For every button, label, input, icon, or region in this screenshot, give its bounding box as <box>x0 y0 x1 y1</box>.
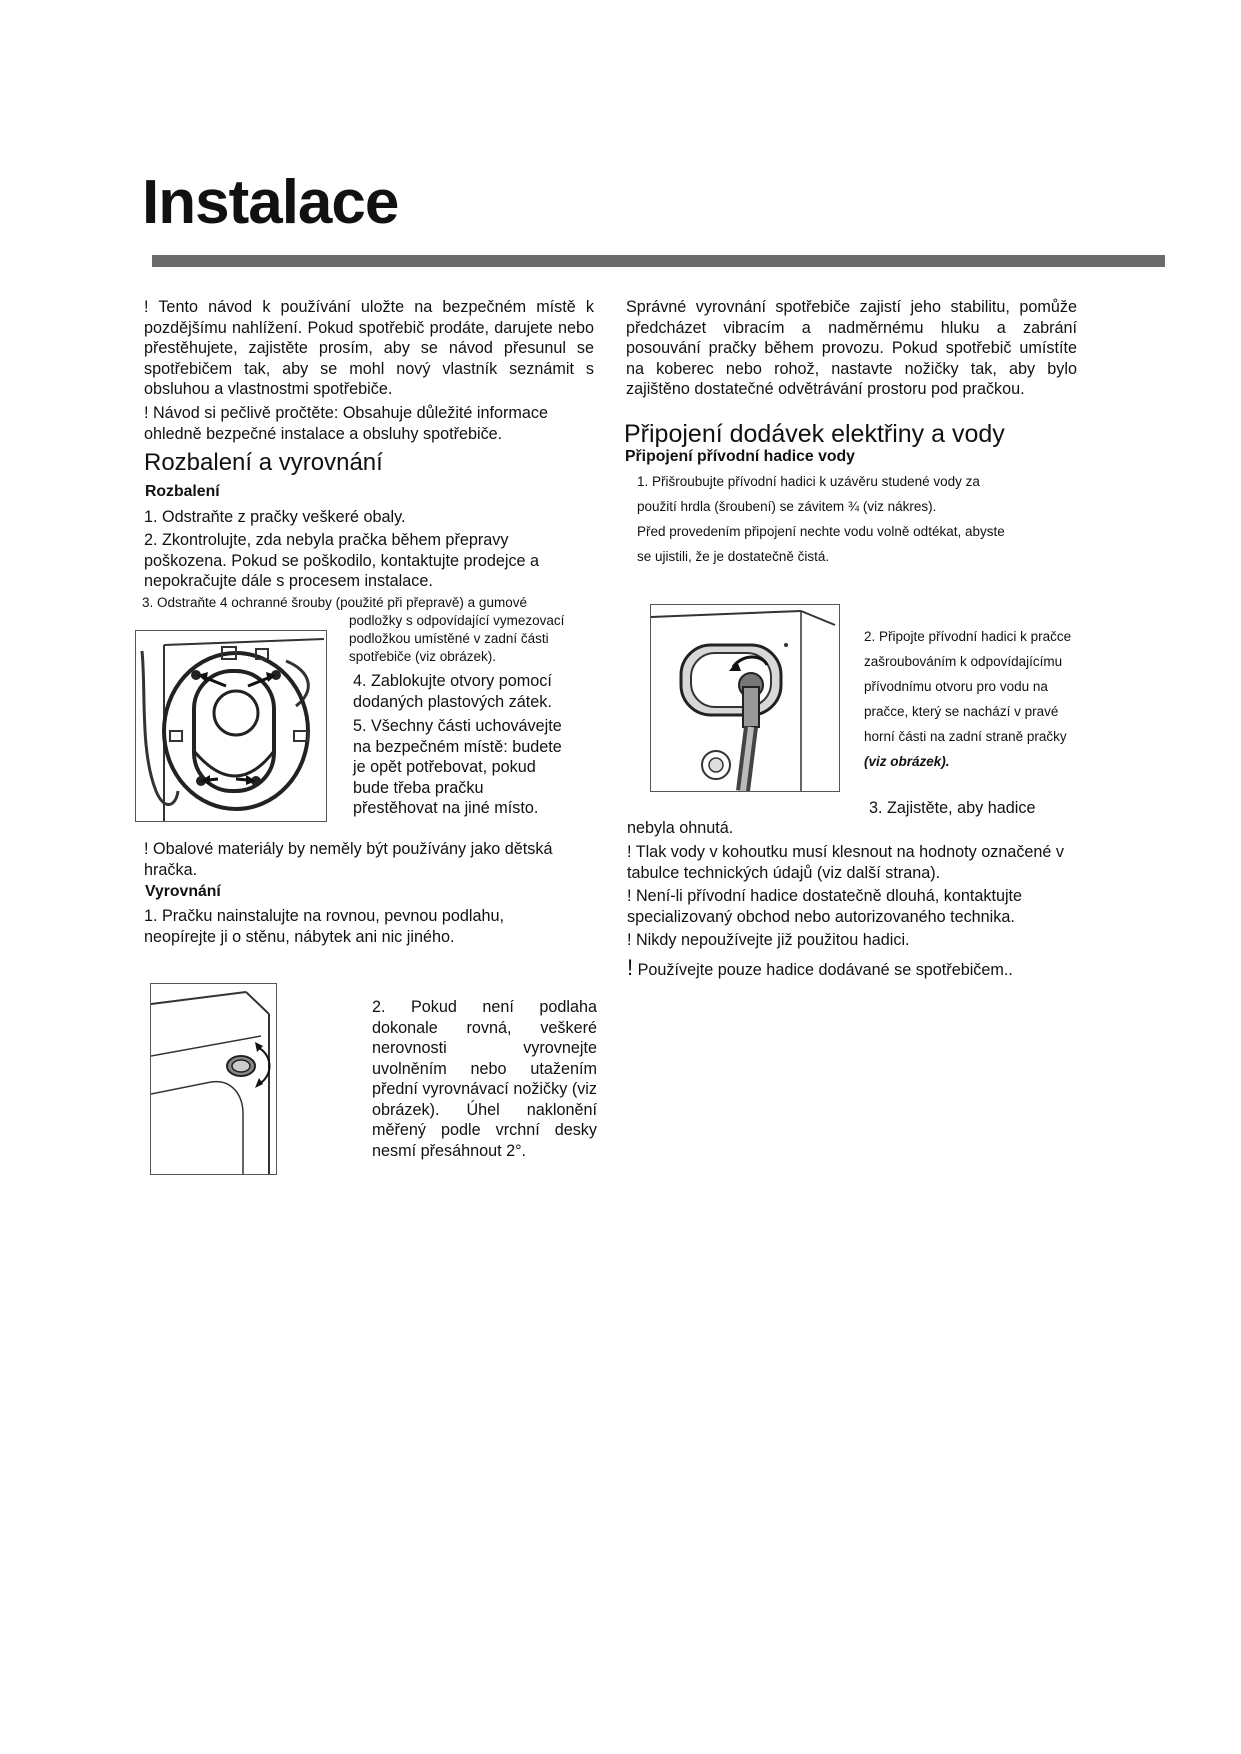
unpack-step-2: 2. Zkontrolujte, zda nebyla pračka během přepravy poškozena. Pokud se poškodilo, kontaktujte prodejce a nepokračujte dále s procesem instalace. <box>144 531 540 590</box>
warning-supplied-hoses <box>627 955 1087 981</box>
figure-hose-connection <box>650 604 840 792</box>
hose-step-1-line1: 1. Přišroubujte přívodní hadici k uzávěru studené vody za <box>637 474 980 489</box>
intro-notice: ! Návod si pečlivě pročtěte: Obsahuje důležité informace ohledně bezpečné instalace a obsluhy spotřebiče. <box>144 404 548 443</box>
subheading-leveling: Vyrovnání <box>145 883 221 900</box>
section-heading-connection: Připojení dodávek elektřiny a vody <box>624 420 1005 448</box>
hose-step-1-line4: se ujistili, že je dostatečně čistá. <box>637 549 830 564</box>
title-divider <box>152 255 1165 267</box>
level-step-2: 2. Pokud není podlaha dokonale rovná, veškeré nerovnosti vyrovnejte uvolněním nebo utažením přední vyrovnávací nožičky (viz obrázek). Úhel naklonění měřený podle vrchní desky nesmí přesáhnout 2°. <box>372 998 597 1160</box>
hose-step-2 <box>864 624 1084 774</box>
level-step-1: 1. Pračku nainstalujte na rovnou, pevnou podlahu, neopírejte ji o stěnu, nábytek ani nic jiného. <box>144 907 504 946</box>
unpack-step-3-line1: 3. Odstraňte 4 ochranné šrouby (použité při přepravě) a gumové <box>142 595 527 610</box>
hose-step-1-line3: Před provedením připojení nechte vodu volně odtékat, abyste <box>637 524 1005 539</box>
hose-step-2-text: 2. Připojte přívodní hadici k pračce zašroubováním k odpovídajícímu přívodnímu otvoru pro vodu na pračce, který se nachází v pravé horní části na zadní straně pračky <box>864 629 1072 744</box>
unpack-step-4: 4. Zablokujte otvory pomocí dodaných plastových zátek. <box>353 672 552 711</box>
warning-hose-length: ! Není-li přívodní hadice dostatečně dlouhá, kontaktujte specializovaný obchod nebo autorizovaného technika. <box>627 887 1023 926</box>
figure-leveling-foot <box>150 983 277 1175</box>
unpack-step-1: 1. Odstraňte z pračky veškeré obaly. <box>144 508 406 526</box>
hose-step-3-line1: 3. Zajistěte, aby hadice <box>869 799 1036 817</box>
figure-transport-bolts <box>135 630 327 822</box>
section-heading-unpacking: Rozbalení a vyrovnání <box>144 449 383 476</box>
warning-mark: ! <box>627 955 634 980</box>
packaging-warning: ! Obalové materiály by neměly být používány jako dětská hračka. <box>144 840 553 879</box>
level-explanation: Správné vyrovnání spotřebiče zajistí jeho stabilitu, pomůže předcházet vibracím a nadměrnému hluku a zabrání posouvání pračky během provozu. Pokud spotřebič umístíte na koberec nebo rohož, nastavte nožičky tak, aby bylo zajištěno dostatečné odvětrávání prostoru pod pračkou. <box>626 298 1077 398</box>
hose-step-2-figure-ref: (viz obrázek). <box>864 754 950 769</box>
unpack-step-3-rest: podložky s odpovídající vymezovací podložkou umístěné v zadní části spotřebiče (viz obrázek). <box>349 613 565 664</box>
subheading-hose: Připojení přívodní hadice vody <box>625 448 855 465</box>
hose-step-1-line2: použití hrdla (šroubení) se závitem ¾ (viz nákres). <box>637 499 937 514</box>
warning-used-hose: ! Nikdy nepoužívejte již použitou hadici. <box>627 931 910 949</box>
unpack-step-5: 5. Všechny části uchovávejte na bezpečném místě: budete je opět potřebovat, pokud bude třeba pračku přestěhovat na jiné místo. <box>353 717 562 817</box>
intro-paragraph: ! Tento návod k používání uložte na bezpečném místě k pozdějšímu nahlížení. Pokud spotřebič prodáte, darujete nebo přestěhujete, zajistěte prosím, aby se návod přesunul se spotřebičem tak, aby se mohl nový vlastník seznámit s obsluhou a vlastnostmi spotřebiče. <box>144 298 594 398</box>
hose-step-3-line2: nebyla ohnutá. <box>627 819 734 837</box>
page-title: Instalace <box>142 168 399 237</box>
subheading-unpacking: Rozbalení <box>145 483 220 500</box>
warning-water-pressure: ! Tlak vody v kohoutku musí klesnout na hodnoty označené v tabulce technických údajů (viz další strana). <box>627 843 1065 882</box>
warning-supplied-hoses-text: Používejte pouze hadice dodávané se spotřebičem.. <box>637 961 1013 979</box>
